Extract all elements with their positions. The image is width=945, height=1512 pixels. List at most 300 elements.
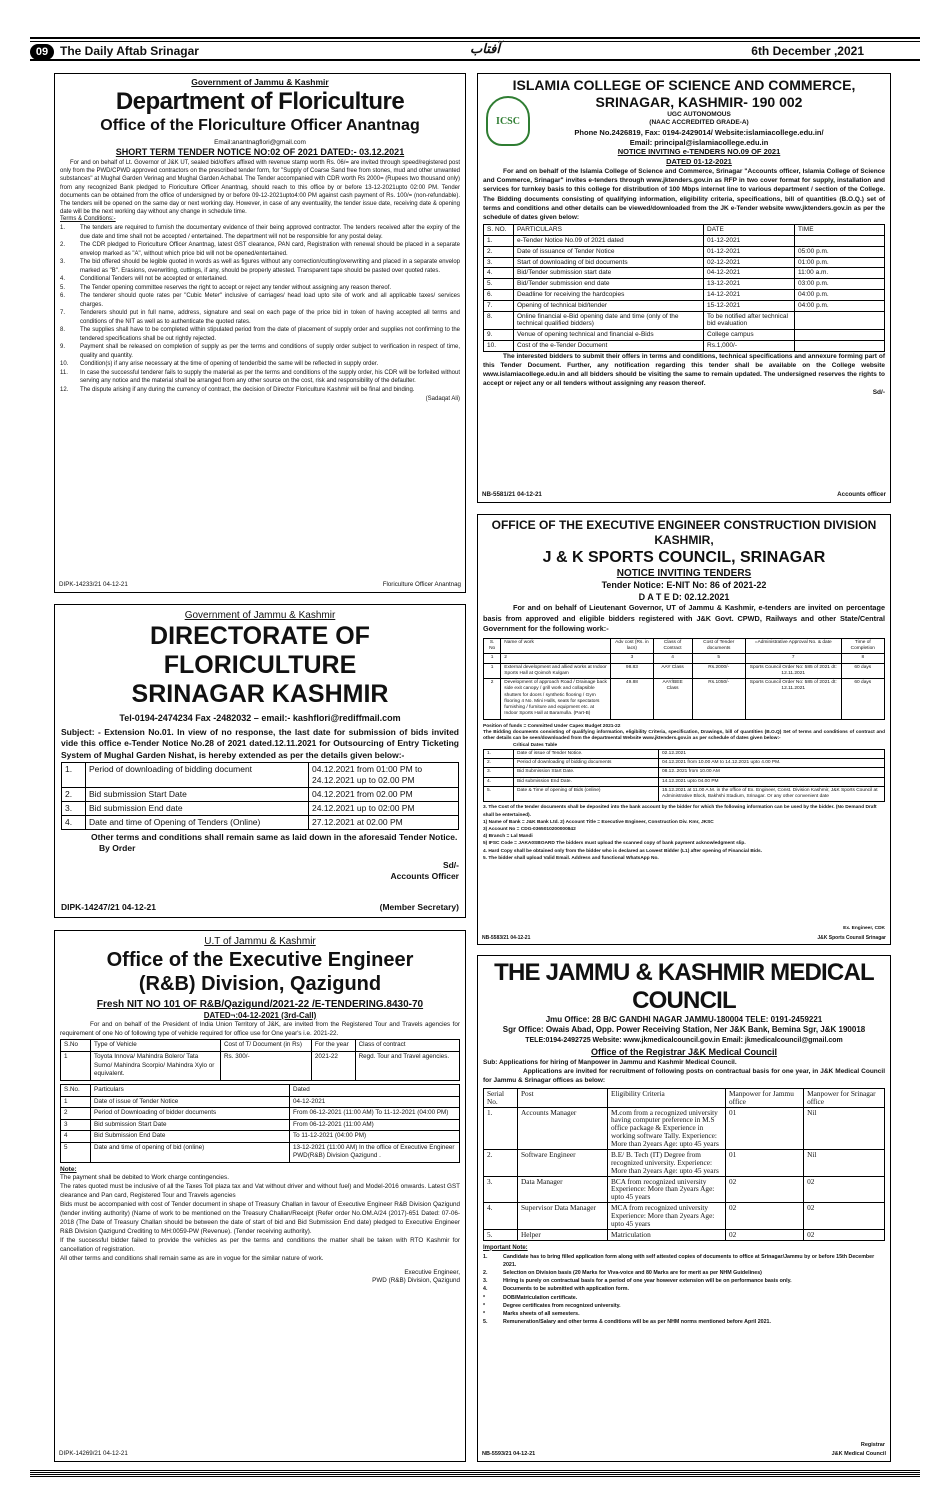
term-text: Tenderers should put in full name, address, signature and seal on each page of the price bid in token of having accepted all terms and conditions of the NIT as well as to authenticate the quoted rates. [80, 310, 460, 325]
cell-2: 15.12.2021 at 11.00 A.M. in the office of Ex. Engineer, Const. Division Kashmir, J&K Sports Council at Administrative Block, Bakhshi Stadium, Srinagar. Or any other convenient date [659, 786, 885, 801]
cell-3: 05:00 p.m. [795, 246, 885, 257]
sign-2: J&K Medical Council [831, 1451, 886, 1458]
term-number: 8. [60, 327, 66, 334]
schedule-table [61, 762, 459, 830]
gov-line: Government of Jammu & Kashmir [191, 77, 329, 87]
note-item [483, 1285, 885, 1293]
sign-2: PWD (R&B) Division, Qazigund [372, 1276, 460, 1284]
cell-no: 4. [62, 816, 86, 830]
ad-title-1: Office of the Executive Engineer [106, 949, 414, 971]
cell-3: 11:00 a.m. [795, 268, 885, 279]
ad-title-2: SRINAGAR KASHMIR [131, 680, 389, 708]
ad-contact: Tel-0194-2474234 Fax -2482032 – email:- kashflori@rediffmail.com [119, 713, 401, 723]
term-number: 10. [60, 361, 69, 368]
tender-no: Tender Notice: E-NIT No: 86 of 2021-22 [601, 580, 767, 590]
note-number: * [483, 1302, 486, 1309]
subject: Sub: Applications for hiring of Manpower in Jammu and Kashmir Medical Council. [483, 1058, 737, 1066]
cell-2: M.com from a recognized university having computer preference in M.S office package & Experience in working software Tally. Experience: More than 2years Age: upto 45 years [608, 1107, 726, 1149]
header-cell-1: PARTICULARS [514, 225, 704, 236]
header-cell-1: Name of work [501, 638, 611, 653]
cell-5: Sports Council Order No: 585 of 2021 dt: 12.11.2021 [745, 663, 841, 678]
term-number: 2. [60, 242, 66, 249]
ad-notice: SHORT TERM TENDER NOTICE NO:02 OF 2021 DATED:- 03.12.2021 [115, 147, 405, 158]
term-text: In case the successful tenderer fails to supply the material as per the terms and conditions of the supply order, his CDR will be forfeited without serving any notice and the material shall be arranged from any other source on the cost, risk and responsibility of the defaulter. [80, 369, 460, 385]
cell-2: 01-12-2021 [704, 246, 795, 257]
cell-3: 03:00 p.m. [795, 279, 885, 290]
table-row [484, 679, 885, 719]
sign-row [478, 491, 890, 499]
cell-1: Bid submission End Date. [514, 777, 659, 786]
cell-2: MCA from recognized university Experience: More than 2years Age: upto 45 years [608, 1203, 726, 1230]
ad-title-1: DIRECTORATE OF FLORICULTURE [150, 622, 370, 679]
cell-0: 5 [61, 1142, 91, 1162]
cell-1: Period of downloading of bidding documents [514, 759, 659, 768]
cell-2: Rs.1,000/- [704, 340, 795, 351]
cell-4: 02 [804, 1176, 885, 1203]
cell-3: 01:00 p.m. [795, 257, 885, 268]
sign-1: Executive Engineer, [404, 1268, 460, 1276]
note-number: 1. [483, 1253, 488, 1260]
cell-no: 1. [62, 763, 86, 788]
cell-3 [795, 235, 885, 246]
bank-details [483, 804, 885, 862]
header-cell-1: Post [518, 1088, 608, 1107]
cell-0: 3. [484, 1176, 518, 1203]
term-text: The supplies shall have to be completed within stipulated period from the date of placement of supply order and supplies not confirming to the tendered specifications shall be out rightly rejected. [80, 327, 460, 342]
cell-2: 04-12-2021 [704, 268, 795, 279]
table-row [62, 788, 459, 802]
table-row [484, 1176, 885, 1203]
cell-2: 04.12.2021 from 10.00 AM to 14.12.2021 upto 4.00 PM. [659, 759, 885, 768]
cell-3: 02 [726, 1203, 804, 1230]
posts-table [483, 1088, 885, 1241]
cell-1: Cost of the e-Tender Document [514, 340, 704, 351]
table-row [484, 786, 885, 801]
table-row [61, 1119, 460, 1131]
cell-0: 2. [484, 759, 514, 768]
term-item [60, 369, 460, 386]
ref-number: DIPK-14233/21 04-12-21 [59, 581, 128, 589]
note-item: The payment shall be debited to Work charge contingencies. [60, 1174, 229, 1182]
rb-qazigund-ad [54, 930, 466, 1462]
address-2: Sgr Office: Owais Abad, Opp. Power Receiving Station, Ner J&K Bank, Bemina Sgr, J&K 190018 [502, 1025, 866, 1035]
dated: D A T E D: 02.12.2021 [638, 591, 730, 602]
term-number: 1. [60, 225, 66, 232]
header-cell-3: TIME [795, 225, 885, 236]
note-text: Remuneration/Salary and other terms & conditions will be as per NHM norms mentioned before April 2021. [503, 1319, 771, 1326]
header-cell-3: Manpower for Jammu office [726, 1088, 804, 1107]
cell-1: Bid Submission End Date [91, 1131, 290, 1143]
cell-2: BCA from recognized university Experience: More than 2years Age: upto 45 years [608, 1176, 726, 1203]
sd: Sd/- [872, 388, 885, 396]
note-number: 3. [483, 1278, 488, 1285]
sd: Sd/- [442, 860, 459, 871]
cell-2: 08.12..2021 from 10.00 AM [659, 768, 885, 777]
ad-office: Office of the Floriculture Officer Anantnag [100, 117, 420, 135]
cell-0: 4 [61, 1131, 91, 1143]
table-row [62, 763, 459, 788]
cell-date: 04.12.2021 from 01:00 PM to 24.12.2021 up to 02.00 PM [309, 763, 459, 788]
number-cell-3: 4 [653, 654, 692, 663]
cell-1: Bid Submission Start Date. [514, 768, 659, 777]
sign-row [55, 902, 465, 913]
detail-line: 3) Account No = CDG-0365010200000842 [483, 826, 576, 832]
table-row [484, 749, 885, 758]
office: Office of the Registrar J&K Medical Council [590, 1046, 778, 1057]
term-text: The tenderer should quote rates per "Cubic Meter" inclusive of carriages/ head load upto site of work and all applicable taxes/ services charges. [80, 293, 460, 308]
sign-row [55, 581, 465, 589]
cell-0: 2. [484, 1149, 518, 1176]
sports-council-ad [477, 514, 891, 945]
cell-0: 2 [484, 679, 501, 719]
cell-particular: Bid submission Start Date [86, 788, 309, 802]
note-text: Candidate has to bring filled application form along with self attested copies of documents to office at Srinagar/Jammu by or before 15th December 2021. [503, 1253, 875, 1268]
header-cell-2: Dated [290, 1085, 460, 1097]
table-header-row [484, 1088, 885, 1107]
header-cell-0: S. NO. [484, 225, 514, 236]
detail-line: 1) Name of Bank = J&K Bank Ltd. 2) Account Title = Executive Engineer, Construction Div. Kmr, JKSC [483, 819, 714, 825]
cell-2: From 06-12-2021 (11:00 AM) [290, 1119, 460, 1131]
header-cell-4: Class of contract [355, 1040, 459, 1052]
note-text: Hiring is purely on contractual basis for a period of one year however extension will be on performance basis only. [503, 1278, 792, 1285]
note-text: Selection on Division basis (20 Marks for Viva-voice and 80 Marks are for merit as per NHM Guidelines) [503, 1269, 762, 1276]
cell-0: 7. [484, 300, 514, 311]
header-cell-0: S. No [484, 638, 501, 653]
ad-intro: For and on behalf of the Islamia College of Science and Commerce, Srinagar "Accounts officer, Islamia College of Science and Commerce, Srinagar" invites e-tenders through www.jktenders.gov.in as RFP in two cover format for supply, installation and services for turnkey basis to this college for distribution of 100 Mbps internet line to various department / section of the College. The Bidding documents consisting of qualifying information, eligibility criteria, specifications, bill of quantities (B.O.Q.) set of terms and conditions and other details can be viewed/downloaded from the JK e-Tender website www.jktenders.gov.in as per the schedule of dates given below: [483, 167, 885, 221]
cell-0: 2. [484, 246, 514, 257]
cell-4: Rs.2000/- [692, 663, 745, 678]
cell-1: Opening of technical bid/tender [514, 300, 704, 311]
dates-table [60, 1084, 460, 1163]
ad-title-2: J & K SPORTS COUNCIL, SRINAGAR [542, 549, 826, 566]
note-item: If the successful bidder failed to provide the vehicles as per the terms and conditions the matter shall be taken with RTO Kashmir for cancellation of registration. [60, 1236, 460, 1253]
term-text: The tenders are required to furnish the documentary evidence of their being approved contractor. The tenders received after the expiry of the due date and time shall not be accepted / entertained. The department will not be responsible for any postal delay. [80, 225, 460, 240]
notice: NOTICE INVITING TENDERS [616, 568, 752, 579]
cell-4: 02 [804, 1229, 885, 1240]
table-row [484, 1229, 885, 1240]
ad-title: THE JAMMU & KASHMIR MEDICAL COUNCIL [494, 959, 874, 1014]
cell-5: Sports Council Order No: 585 of 2021 dt: 12.11.2021 [745, 679, 841, 719]
number-cell-5: 7 [745, 654, 841, 663]
cell-2: Rs. 300/- [221, 1051, 312, 1080]
nit: Fresh NIT NO 101 OF R&B/Qazigund/2021-22 /E-TENDERING.8430-70 [96, 999, 424, 1010]
note-label: Important Note: [483, 1244, 528, 1251]
cell-1: e-Tender Notice No.09 of 2021 dated [514, 235, 704, 246]
directorate-floriculture-ad [54, 604, 466, 918]
cell-1: Bid/Tender submission start date [514, 268, 704, 279]
sign: Accounts officer [837, 491, 886, 499]
table-row [484, 768, 885, 777]
cell-0: 4. [484, 1203, 518, 1230]
number-cell-4: 5 [692, 654, 745, 663]
cell-0: 10. [484, 340, 514, 351]
header-cell-1: Particulars [91, 1085, 290, 1097]
table-header-row [61, 1040, 460, 1052]
note-number: 2. [483, 1269, 488, 1276]
islamia-college-ad [477, 73, 891, 503]
ad-email: Email:anantnagflori@gmail.com [214, 139, 306, 147]
header-cell-2: DATE [704, 225, 795, 236]
newspaper-header [30, 41, 920, 61]
cell-2: 02.12.2021 [659, 749, 885, 758]
header-cell-0: S.No [61, 1040, 91, 1052]
cell-3: 04:00 p.m. [795, 300, 885, 311]
cell-0: 3. [484, 257, 514, 268]
cell-3: 01 [726, 1149, 804, 1176]
table-header-row [484, 225, 885, 236]
note-text: Degree certificates from recognized university. [503, 1302, 621, 1309]
cell-3 [795, 311, 885, 330]
cell-particular: Bid submission End date [86, 802, 309, 816]
table-row [62, 802, 459, 816]
note-item: The rates quoted must be inclusive of all the Taxes Toll plaza tax and Vat without driver and without fuel) and Model-2016 onwards. Latest GST clearance and Pan card, Registered Tour and Travels agencies [60, 1183, 460, 1200]
vehicle-table [60, 1039, 460, 1081]
cell-1: Software Engineer [518, 1149, 608, 1176]
dated: DATED¬:04-12-2021 (3rd-Call) [203, 1011, 317, 1020]
table-row [61, 1108, 460, 1120]
cell-1: Toyota Innova/ Mahindra Bolero/ Tata Sumo/ Mahindra Scorpio/ Mahindra Xylo or equivalent. [91, 1051, 221, 1080]
ugc: UGC AUTONOMOUS [667, 111, 731, 118]
note-number: * [483, 1310, 486, 1317]
college-emblem: ICSC [486, 96, 530, 146]
by-order: By Order [99, 843, 136, 854]
address-1: Jmu Office: 28 B/C GANDHI NAGAR JAMMU-180004 TELE: 0191-2459221 [545, 1015, 823, 1024]
ref-number: NB-5583/21 04-12-21 [482, 934, 531, 941]
cell-0: 1. [484, 235, 514, 246]
cell-2: To be notified after technical bid evaluation [704, 311, 795, 330]
dated: DATED 01-12-2021 [666, 157, 732, 167]
header-cell-2: Eligibility Criteria [608, 1088, 726, 1107]
cell-2: 15-12-2021 [704, 300, 795, 311]
cell-1: Venue of opening technical and financial e-Bids [514, 330, 704, 341]
cell-3: 01 [726, 1107, 804, 1149]
ad-intro: For and on behalf of Lt. Governor of J&K UT, sealed bid/offers affixed with revenue stamp worth Rs. 06/= are invited through speed/registered post only from the PWD/CPWD approved contractors on the prescribed tender form, for "Supply of Coarse Sand free from stones, mud and other unwanted substances" at Mughal Garden Verinag and Mughal Garden Achabal. The Tender accompanied with CDR worth Rs 2000= (Rupees two thousand only) from any recognized Bank pledged to Floriculture Officer Anantnag, should reach to this office by or before 13-12-2021upto 02:00 PM. Tender documents can be obtained from the office of undersigned by or before 09-12-2021upto4:00 PM against cash payment of Rs. 100/= (non-refundable). The tenders will be opened on the same day or next working day. However, in case of any eventuality, the tender issue date, receiving date & opening date will be the next working day without any change in schedule time. [60, 160, 460, 216]
table-row [61, 1096, 460, 1108]
cell-3: 02 [726, 1229, 804, 1240]
cell-date: 24.12.2021 up to 02:00 PM [309, 802, 459, 816]
cell-4: Rs.1050/- [692, 679, 745, 719]
work-table [483, 638, 885, 720]
cell-4: Nil [804, 1149, 885, 1176]
sign-1: Ex. Engineer, CDK [843, 925, 885, 931]
cell-3: 04:00 p.m. [795, 289, 885, 300]
note-item [483, 1277, 885, 1285]
table-row [484, 300, 885, 311]
header-cell-6: Time of Completion [841, 638, 884, 653]
cell-4: Regd. Tour and Travel agencies. [355, 1051, 459, 1080]
critical-title: Critical Dates Table [513, 742, 558, 748]
term-item [60, 292, 460, 309]
term-text: Conditional Tenders will not be accepted or entertained. [80, 276, 228, 283]
cell-2: 14-12-2021 [704, 289, 795, 300]
detail-line: 5. The bidder shall upload Valid Email. Address and functional WhatsApp No. [483, 855, 659, 861]
ad-title-2: SRINAGAR, KASHMIR- 190 002 [595, 94, 803, 110]
newspaper-name: The Daily Aftab Srinagar [60, 44, 199, 58]
term-number: 3. [60, 259, 66, 266]
term-number: 7. [60, 310, 66, 317]
cell-particular: Period of downloading of bidding document [86, 763, 309, 788]
term-item [60, 326, 460, 343]
number-cell-2: 3 [611, 654, 653, 663]
gov-line: U.T of Jammu & Kashmir [204, 936, 316, 947]
term-number: 6. [60, 293, 66, 300]
term-item [60, 360, 460, 369]
cell-1: Bid/Tender submission end date [514, 279, 704, 290]
ref-number: NB-5593/21 04-12-21 [482, 1451, 536, 1458]
note-item [483, 1269, 885, 1277]
note-item [483, 1310, 885, 1318]
cell-2: 49.88 [611, 679, 653, 719]
term-item [60, 386, 460, 395]
note-item: Bids must be accompanied with cost of Tender document in shape of Treasury Challan in favour of Executive Engineer R&B Division Qazigund (tender inviting authority) (Name of work to be mentioned on the Treasury Challan/Receipt (Refer order No.OM.A/24 (2017)-651 Dated: 07-06-2018 (The Date of Treasury Challan should be between the date of start of bid and Bid Submission End date) pledged to Executive Engineer R&B Division Qazigund Crediting to MH:0059-PW (Revenue). (Tender receiving authority). [60, 1201, 460, 1235]
cell-2: Matriculation [608, 1229, 726, 1240]
cell-0: 2 [61, 1108, 91, 1120]
phone: Phone No.2426819, Fax: 0194-2429014/ Website:islamiacollege.edu.in/ [574, 127, 824, 137]
table-header-row [61, 1085, 460, 1097]
ad-title-1: ISLAMIA COLLEGE OF SCIENCE AND COMMERCE, [512, 77, 856, 93]
table-row [484, 268, 885, 279]
sign-2: J&K Sports Counsil Srinagar [817, 934, 886, 941]
table-row [61, 1131, 460, 1143]
cell-3: 2021-22 [311, 1051, 355, 1080]
term-number: 11. [60, 369, 68, 376]
cell-1: Date of issuance of Tender Notice [514, 246, 704, 257]
cell-2: College campus [704, 330, 795, 341]
email: Email: principal@islamiacollege.edu.in [629, 137, 769, 147]
header-cell-3: Class of Contract [653, 638, 692, 653]
term-text: The Tender opening committee reserves the right to accept or reject any tender without assigning any reason thereof. [80, 284, 392, 291]
cell-0: 4. [484, 777, 514, 786]
cell-no: 3. [62, 802, 86, 816]
table-row [484, 1203, 885, 1230]
cell-1: Online financial e-Bid opening date and time (only of the technical qualified bidders) [514, 311, 704, 330]
table-row [484, 311, 885, 330]
ad-intro: Applications are invited for recruitment of following posts on contractual basis for one year, in J&K Medical Council for Jammu & Srinagar offices as below: [483, 1068, 885, 1085]
ad-outro: The interested bidders to submit their offers in terms and conditions, technical specifications and annexure forming part of this Tender Document. Further, any notification regarding this tender shall be available on the College website www.islamiacollege.edu.in and all bidders should be visiting the same to remain updated. The undersigned reserves the rights to accept or reject any or all tenders without assigning any reason thereof. [483, 352, 885, 388]
detail-line: 5) IFSC Code = JAKA0SBOARD The bidders must upload the scanned copy of bank payment acknowledgment slip. [483, 841, 746, 847]
ad-intro: For and on behalf of Lieutenant Governor, UT of Jammu & Kashmir, e-tenders are invited on percentage basis from approved and eligible bidders registered with J&K Govt. CPWD, Railways and other State/Central Government for the following work:- [483, 603, 885, 633]
number-cell-6: 8 [841, 654, 884, 663]
bottom-rule [30, 1470, 920, 1478]
ref-number: DIPK-14269/21 04-12-21 [59, 1450, 128, 1458]
table-row [484, 759, 885, 768]
header-cell-2: Cost of T/ Document (in Rs) [221, 1040, 312, 1052]
ad-title: Department of Floriculture [115, 88, 405, 116]
note-item [483, 1318, 885, 1326]
cell-2: From 06-12-2021 (11:00 AM) To 11-12-2021 (04:00 PM) [290, 1108, 460, 1120]
cell-3 [795, 330, 885, 341]
cell-2: 98.83 [611, 663, 653, 678]
sign-row [478, 935, 890, 941]
gov-line: Government of Jammu & Kashmir [184, 610, 336, 621]
cell-1: Date of issue of Tender Notice. [514, 749, 659, 758]
page-number: 09 [30, 44, 54, 60]
header-cell-1: Type of Vehicle [91, 1040, 221, 1052]
cell-date: 27.12.2021 at 02.00 PM [309, 816, 459, 830]
top-rule [30, 37, 920, 39]
cell-2: 14.12.2021 upto 04.00 PM [659, 777, 885, 786]
table-row [61, 1051, 460, 1080]
term-number: 9. [60, 344, 66, 351]
cell-1: Development of approach Road / Drainage back side exit canopy / grill work and collapsible shutters for doors / synthetic flooring / Gym flooring 4 No. Mini Halls, seats for spectators furnishing / furniture and equipment etc. at Indoor Sports Hall at Baramulla. (Part-B) [501, 679, 611, 719]
cell-1: Deadline for receiving the hardcopies [514, 289, 704, 300]
address-3: TELE:0194-2492725 Website: www.jkmedicalcouncil.gov.in Email: jkmedicalcouncil@gmail.com [525, 1036, 843, 1044]
other-terms: Other terms and conditions shall remain same as laid down in the aforesaid Tender Notice. [91, 832, 458, 843]
cell-particular: Date and time of Opening of Tenders (Online) [86, 816, 309, 830]
cell-4: Nil [804, 1107, 885, 1149]
note-label: Note: [60, 1165, 77, 1173]
cell-0: 1 [61, 1051, 91, 1080]
schedule-table [483, 224, 885, 352]
detail-line: 4) Branch = Lal Mandi [483, 834, 533, 840]
cell-0: 5. [484, 279, 514, 290]
note-text: Documents to be submitted with application form. [503, 1286, 629, 1293]
cell-3: 02 [726, 1176, 804, 1203]
cell-3: AAY Class [653, 663, 692, 678]
header-cell-0: S.No. [61, 1085, 91, 1097]
para-1: The Bidding documents consisting of qualifying information, eligibility Criteria, specification, Drawings, bill of quantities (B.O.Q) Set of terms and conditions of contract and other details can be seen/downloaded from the departmental Website www.jktenders.gov.in as per schedule of dates given below:- [483, 729, 885, 742]
term-number: 12. [60, 386, 69, 393]
ref-number: NB-5581/21 04-12-21 [482, 491, 542, 499]
term-text: The CDR pledged to Floriculture Officer Anantnag, latest GST clearance, PAN card, Registration with renewal should be placed in a separate envelop marked as "A", without which price bid will not be opened/entertained. [80, 242, 460, 257]
cell-2: 02-12-2021 [704, 257, 795, 268]
cell-6: 60 days [841, 663, 884, 678]
term-text: Payment shall be released on completion of supply as per the terms and conditions of supply order subject to verification in respect of time, quality and quantity. [80, 344, 460, 359]
sign-1: Accounts Officer [390, 871, 459, 882]
table-header-row [484, 638, 885, 653]
table-row [484, 289, 885, 300]
cell-1: Helper [518, 1229, 608, 1240]
table-number-row [484, 654, 885, 663]
position-of-funds: Position of funds = Committed Under Capex Budget 2021-22 [483, 723, 621, 729]
cell-date: 04.12.2021 from 02.00 PM [309, 788, 459, 802]
cell-1: Supervisor Data Manager [518, 1203, 608, 1230]
newspaper-logo: آفتاب [470, 42, 500, 57]
ad-subject: Subject: - Extension No.01. In view of no response, the last date for submission of bids invited vide this office e-Tender Notice No.28 of 2021 dated.12.11.2021 for Outsourcing of Entry Ticketing System of Mughal Garden Nishat, is hereby extended as per the details given below:- [61, 726, 459, 760]
number-cell-1: 2 [501, 654, 611, 663]
cell-no: 2. [62, 788, 86, 802]
cell-1: Date & Time of opening of Bids (online) [514, 786, 659, 801]
cell-2: To 11-12-2021 (04:00 PM) [290, 1131, 460, 1143]
cell-0: 1. [484, 1107, 518, 1149]
floriculture-anantnag-ad [54, 73, 466, 593]
term-text: The dispute arising if any during the currency of contract, the decision of Director Floriculture Kashmir will be final and binding. [80, 386, 415, 393]
cell-0: 9. [484, 330, 514, 341]
header-cell-4: Manpower for Srinagar office [804, 1088, 885, 1107]
ad-title-2: (R&B) Division, Qazigund [138, 973, 382, 995]
sign-2: (Member Secretary) [379, 902, 459, 913]
cell-2: 01-12-2021 [704, 235, 795, 246]
cell-2: 13-12-2021 [704, 279, 795, 290]
cell-0: 1 [61, 1096, 91, 1108]
header-cell-2: Adv cost (Rs. in lacs) [611, 638, 653, 653]
cell-4: 02 [804, 1203, 885, 1230]
table-row [484, 340, 885, 351]
notes [60, 1174, 460, 1263]
cell-3 [795, 340, 885, 351]
term-number: 4. [60, 276, 66, 283]
header-cell-4: Cost of Tender documents [692, 638, 745, 653]
header-cell-0: Serial No. [484, 1088, 518, 1107]
sign-row [478, 1451, 890, 1458]
note-item [483, 1302, 885, 1310]
table-row [484, 1107, 885, 1149]
cell-3: AAY/BEE Class [653, 679, 692, 719]
table-row [484, 279, 885, 290]
term-item [60, 284, 460, 293]
cell-1: Period of Downloading of bidder documents [91, 1108, 290, 1120]
header-cell-5: =Administrative Approval No. & date [745, 638, 841, 653]
